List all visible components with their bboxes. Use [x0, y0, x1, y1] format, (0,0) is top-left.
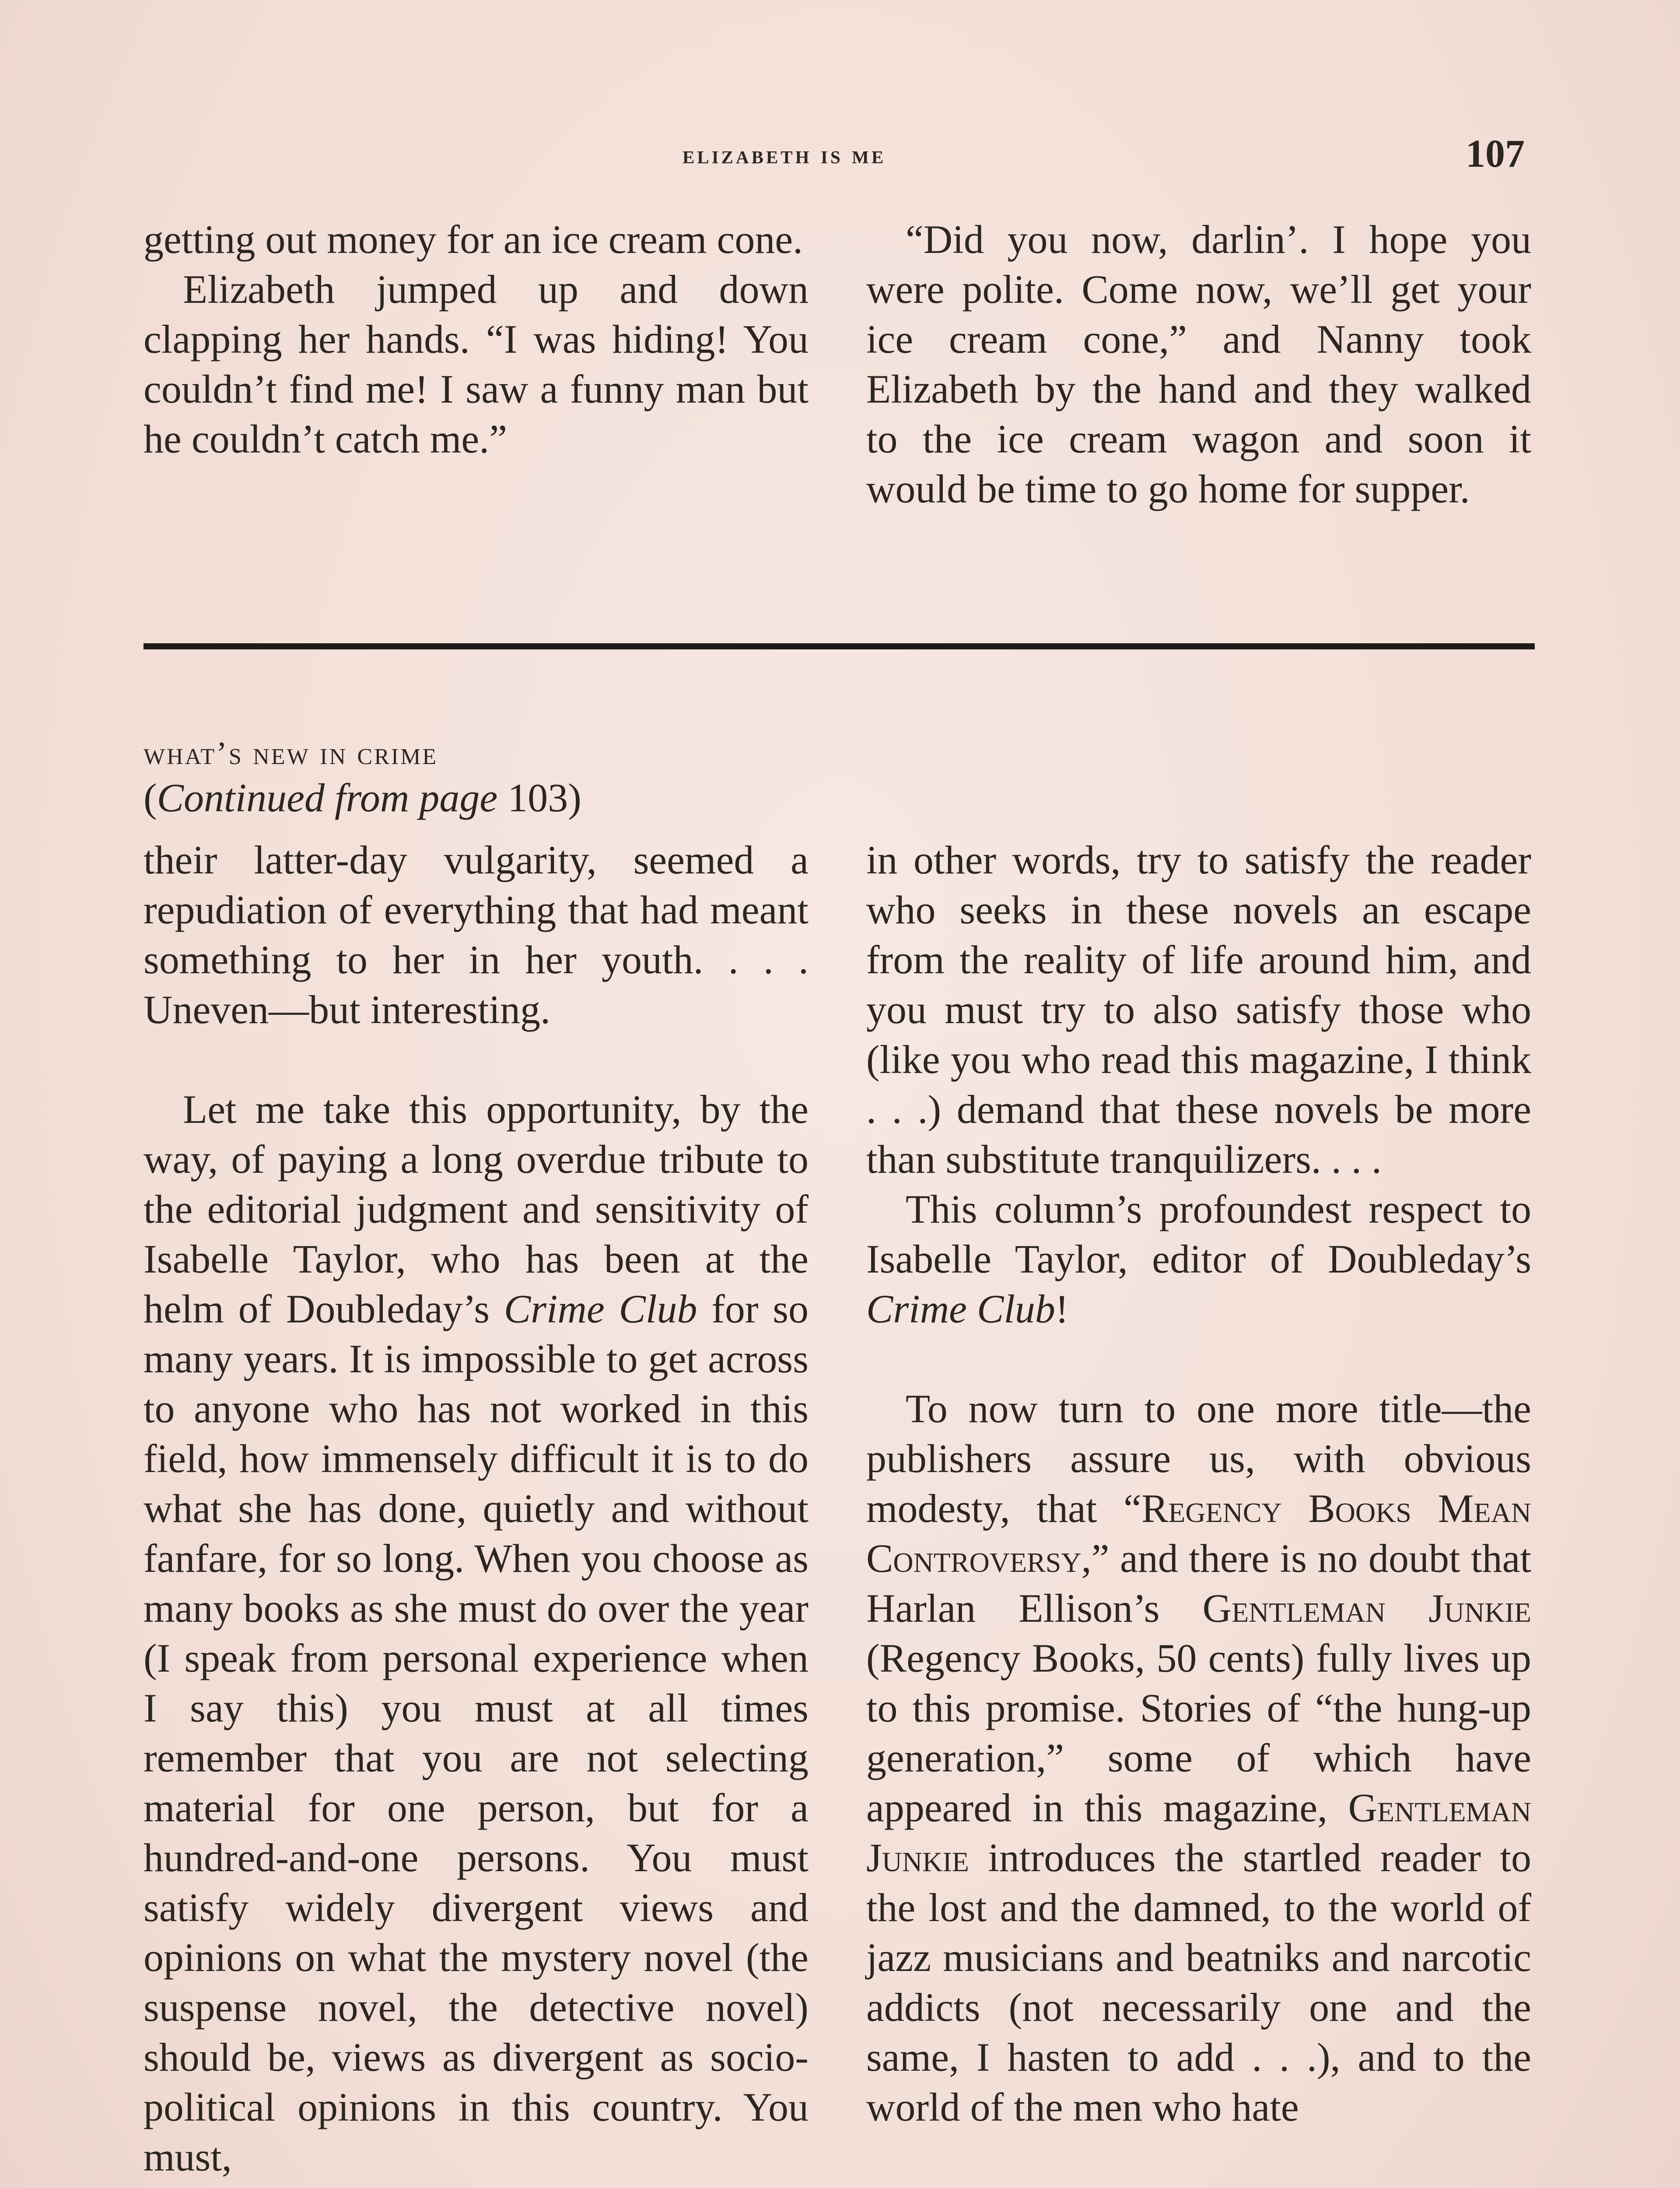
continued-page: 103)	[497, 775, 581, 820]
text-run: To now turn to one more title—the publishers assure us, with obvious modesty, that “	[866, 1386, 1531, 1531]
section-divider	[144, 643, 1535, 649]
story-ending-left-column	[144, 214, 808, 464]
paragraph	[866, 1384, 1531, 2132]
story-ending-right-column	[866, 214, 1531, 514]
paragraph: “Did you now, darlin’. I hope you were polite. Come now, we’ll get your ice cream cone,” and Nanny took Elizabeth by the hand and they walked to the ice cream wagon and soon it would be time to go home for supper.	[866, 217, 1531, 511]
book-club-name: Crime Club	[866, 1287, 1055, 1331]
text-run: for so many years. It is impossible to get across to anyone who has not worked in this field, how immensely difficult it is to do what she has done, quietly and without fanfare, for so long. When you choose as many books as she must do over the year (I speak from personal experience when I say this) you must at all times remember that you are not selecting material for one person, but for a hundred-and-one persons. You must satisfy widely divergent views and opinions on what the mystery novel (the suspense novel, the detective novel) should be, views as divergent as socio-political opinions in this country. You must,	[144, 1287, 808, 2179]
text-run: !	[1055, 1287, 1069, 1331]
column-left	[144, 835, 808, 2182]
page-number: 107	[1466, 132, 1525, 175]
continued-note	[144, 775, 581, 821]
text-run: (Regency Books, 50 cents) fully lives up to this promise. Stories of “the hung-up generation,” some of which have appeared in this magazine,	[866, 1636, 1531, 1830]
text-run: introduces the startled reader to the lost and the damned, to the world of jazz musicians and beatniks and narcotic addicts (not necessarily one and the same, I hasten to add . . .), and to the world of the men who hate	[866, 1835, 1531, 2129]
paragraph	[144, 1084, 808, 2182]
paragraph-gap	[144, 1034, 808, 1084]
text-run: ,” and there is no doubt that Harlan Ellison’s	[866, 1536, 1531, 1630]
paragraph-gap	[866, 1334, 1531, 1384]
paragraph: getting out money for an ice cream cone.	[144, 217, 803, 262]
paragraph: in other words, try to satisfy the reader who seeks in these novels an escape from the reality of life around him, and you must try to also satisfy those who (like you who read this magazine, I think . . .) demand that these novels be more than substitute tranquilizers. . . .	[866, 838, 1531, 1182]
continued-label: Continued from page	[157, 775, 498, 820]
slogan: Regency Books Mean Controversy	[866, 1486, 1532, 1581]
book-club-name: Crime Club	[504, 1287, 697, 1331]
continued-open: (	[144, 775, 157, 820]
book-title: Gentleman Junkie	[1202, 1586, 1531, 1630]
running-head: elizabeth is me	[682, 140, 886, 169]
paragraph: Elizabeth jumped up and down clapping her hands. “I was hiding! You couldn’t find me! I saw a funny man but he couldn’t catch me.”	[144, 267, 808, 461]
book-title: Gentleman Junkie	[866, 1785, 1531, 1880]
paragraph	[866, 1184, 1531, 1334]
column-right	[866, 835, 1531, 2132]
text-run: Let me take this opportunity, by the way, of paying a long overdue tribute to the editorial judgment and sensitivity of Isabelle Taylor, who has been at the helm of Doubleday’s	[144, 1087, 808, 1331]
paragraph: their latter-day vulgarity, seemed a repudiation of everything that had meant something to her in her youth. . . . Uneven—but interesting.	[144, 838, 808, 1032]
section-title: what’s new in crime	[144, 736, 438, 771]
text-run: This column’s profoundest respect to Isabelle Taylor, editor of Doubleday’s	[866, 1187, 1531, 1281]
